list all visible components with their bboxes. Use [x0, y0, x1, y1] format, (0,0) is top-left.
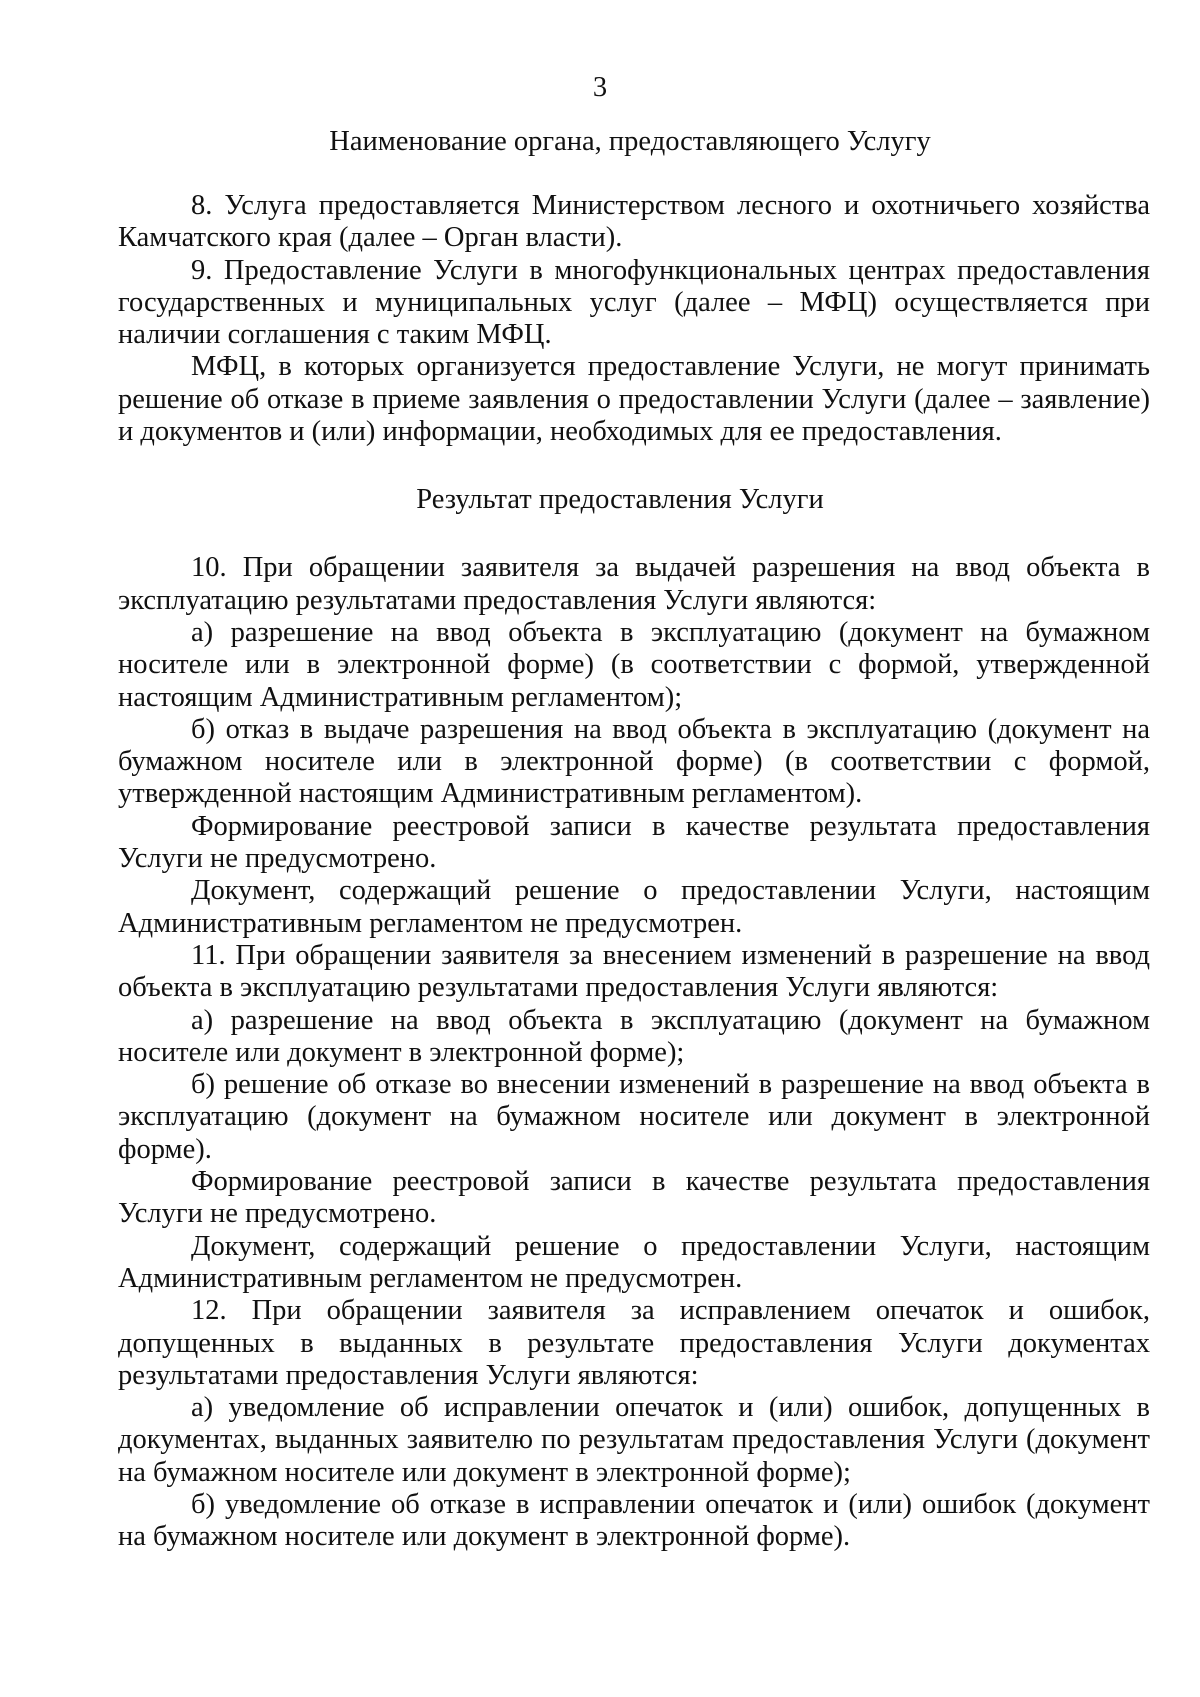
paragraph-9: 9. Предоставление Услуги в многофункциональных центрах предоставления государственных и муниципальных услуг (далее – МФЦ) осуществляется при наличии соглашения с таким МФЦ. — [118, 254, 1150, 351]
paragraph-10-registry: Формирование реестровой записи в качестве результата предоставления Услуги не предусмотрено. — [118, 810, 1150, 875]
paragraph-12-a: а) уведомление об исправлении опечаток и (или) ошибок, допущенных в документах, выданных заявителю по результатам предоставления Услуги (документ на бумажном носителе или документ в электронной форме); — [118, 1392, 1150, 1488]
paragraph-12: 12. При обращении заявителя за исправлением опечаток и ошибок, допущенных в выданных в результате предоставления Услуги документах результатами предоставления Услуги являются: — [118, 1295, 1150, 1391]
document-body — [118, 190, 1150, 1554]
paragraph-10-b: б) отказ в выдаче разрешения на ввод объекта в эксплуатацию (документ на бумажном носителе или в электронной форме) (в соответствии с формой, утвержденной настоящим Административным регламентом). — [118, 713, 1150, 810]
paragraph-mfc: МФЦ, в которых организуется предоставление Услуги, не могут принимать решение об отказе в приеме заявления о предоставлении Услуги (далее – заявление) и документов и (или) информации, необходимых для ее предоставления. — [118, 351, 1150, 448]
paragraph-11-b: б) решение об отказе во внесении изменений в разрешение на ввод объекта в эксплуатацию (документ на бумажном носителе или документ в электронной форме). — [118, 1069, 1150, 1165]
paragraph-11-document: Документ, содержащий решение о предоставлении Услуги, настоящим Административным регламентом не предусмотрен. — [118, 1230, 1150, 1294]
paragraph-11-registry: Формирование реестровой записи в качестве результата предоставления Услуги не предусмотрено. — [118, 1166, 1150, 1230]
heading-spacer — [118, 448, 1150, 552]
paragraph-11-a: а) разрешение на ввод объекта в эксплуатацию (документ на бумажном носителе или документ в электронной форме); — [118, 1004, 1150, 1068]
page-number: 3 — [592, 72, 608, 103]
paragraph-11: 11. При обращении заявителя за внесением изменений в разрешение на ввод объекта в эксплуатацию результатами предоставления Услуги являются: — [118, 939, 1150, 1004]
section-heading-result: Результат предоставления Услуги — [416, 484, 824, 515]
paragraph-10-a: а) разрешение на ввод объекта в эксплуатацию (документ на бумажном носителе или в электронной форме) (в соответствии с формой, утвержденной настоящим Административным регламентом); — [118, 616, 1150, 713]
paragraph-10-document: Документ, содержащий решение о предоставлении Услуги, настоящим Административным регламентом не предусмотрен. — [118, 875, 1150, 939]
paragraph-12-b: б) уведомление об отказе в исправлении опечаток и (или) ошибок (документ на бумажном носителе или документ в электронной форме). — [118, 1488, 1150, 1553]
section-heading-authority: Наименование органа, предоставляющего Услугу — [329, 126, 931, 157]
paragraph-10: 10. При обращении заявителя за выдачей разрешения на ввод объекта в эксплуатацию результатами предоставления Услуги являются: — [118, 552, 1150, 616]
paragraph-8: 8. Услуга предоставляется Министерством лесного и охотничьего хозяйства Камчатского края (далее – Орган власти). — [118, 190, 1150, 254]
